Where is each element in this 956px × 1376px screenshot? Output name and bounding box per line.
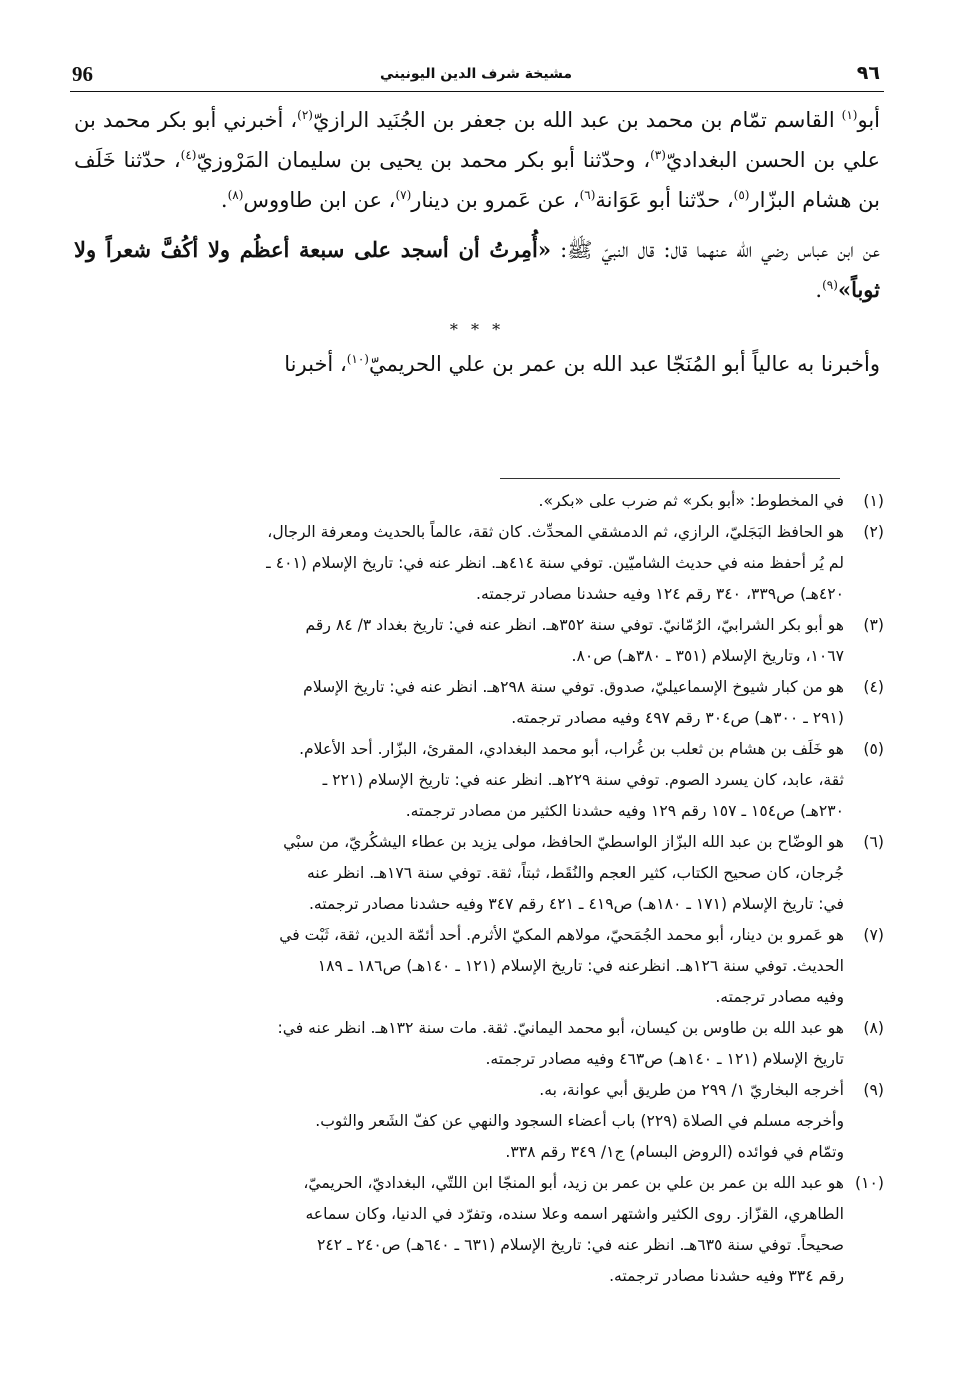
footnote-line: هو الوضّاح بن عبد الله البزّاز الواسطيّ الحافظ، مولى يزيد بن عطاء اليشكُريّ، من سبْي xyxy=(283,833,844,851)
text-run: ، أخبرنا xyxy=(284,352,347,376)
footnote-separator xyxy=(500,478,840,479)
footnote xyxy=(70,517,884,610)
footnote-line: هو من كبار شيوخ الإسماعيليّ، صدوق. توفي سنة ٢٩٨هـ. انظر عنه في: تاريخ الإسلام xyxy=(303,678,844,696)
page-number-arabic: ٩٦ xyxy=(856,62,880,84)
footnote-line: هو خَلَف بن هشام بن ثعلب بن غُراب، أبو محمد البغدادي، المقرئ، البزّار. أحد الأعلام. xyxy=(299,740,844,758)
footnote-ref[interactable]: (٤) xyxy=(180,148,197,162)
footnote xyxy=(70,920,884,1013)
footnote-line: الطاهري، القزّاز. روى الكثير واشتهر اسمه وعلا سنده، وتفرّد في الدنيا، وكان سماعه xyxy=(305,1205,844,1223)
footnote xyxy=(70,486,884,517)
footnote-ref[interactable]: (٨) xyxy=(227,188,244,202)
paragraph-isnad xyxy=(74,100,880,220)
footnote xyxy=(70,672,884,734)
footnote xyxy=(70,1168,884,1292)
footnote-line: وتمّام في فوائده (الروض البسام) ج١/ ٣٤٩ رقم ٣٣٨. xyxy=(505,1143,844,1161)
footnote-number: (٤) xyxy=(863,678,884,696)
footnote-line: هو عبد الله بن طاوس بن كيسان، أبو محمد اليمانيّ. ثقة. مات سنة ١٣٢هـ. انظر عنه في: xyxy=(277,1019,844,1037)
footnote-line: في: تاريخ الإسلام (١٧١ ـ ١٨٠هـ) ص٤١٩ ـ ٤٢١ رقم ٣٤٧ وفيه حشدنا مصادر ترجمته. xyxy=(308,895,844,913)
footnote-line: هو عَمرو بن دينار، أبو محمد الجُمَحيّ، مولاهم المكيّ الأثرم. أحد أئمّة الدين، ثقة، ثَبْت في xyxy=(279,926,844,944)
footnote-line: (٢٩١ ـ ٣٠٠هـ) ص٣٠٤ رقم ٤٩٧ وفيه مصادر ترجمته. xyxy=(511,709,844,727)
footnote-ref[interactable]: (١) xyxy=(841,108,858,122)
footnote-line: لم يُر أحفظ منه في حديث الشاميّين. توفي سنة ٤١٤هـ. انظر عنه في: تاريخ الإسلام (٤٠١ ـ xyxy=(266,554,844,572)
footnote-number: (٧) xyxy=(863,926,884,944)
footnote xyxy=(70,1013,884,1075)
paragraph-next-isnad xyxy=(74,344,880,384)
footnote-line: الحديث. توفي سنة ١٢٦هـ. انظرعنه في: تاريخ الإسلام (١٢١ ـ ١٤٠هـ) ص١٨٦ ـ ١٨٩ xyxy=(317,957,844,975)
footnote-line: ثقة، عابد، كان يسرد الصوم. توفي سنة ٢٢٩هـ. انظر عنه في: تاريخ الإسلام (٢٢١ ـ xyxy=(322,771,844,789)
footnote-ref[interactable]: (٧) xyxy=(395,188,412,202)
footnote-line: صحيحاً. توفي سنة ٦٣٥هـ. انظر عنه في: تاريخ الإسلام (٦٣١ ـ ٦٤٠هـ) ص٢٤٠ ـ ٢٤٢ xyxy=(317,1236,844,1254)
text-run: أبو xyxy=(857,108,880,132)
footnote xyxy=(70,734,884,827)
footnote-number: (٦) xyxy=(863,833,884,851)
footnote-line: ٢٣٠هـ) ص١٥٤ ـ ١٥٧ رقم ١٢٩ وفيه حشدنا الكثير من مصادر ترجمته. xyxy=(405,802,844,820)
footnote-ref[interactable]: (٩) xyxy=(822,278,838,292)
footnotes xyxy=(70,486,884,1292)
hadith-quote: «أُمِرتُ أن أسجد على سبعة أعظُم ولا أكُفَّ شعراً ولا ثوباً» xyxy=(74,237,880,302)
footnote-line: هو عبد الله بن عمر بن علي بن عمر بن زيد، أبو المنجّا ابن اللتّي، البغداديّ، الحريميّ، xyxy=(303,1174,844,1192)
text-run: . xyxy=(815,278,823,302)
text-run: القاسم تمّام بن محمد بن عبد الله بن جعفر بن الجُنَيد الرازيّ xyxy=(312,108,842,132)
text-run: . xyxy=(220,188,228,212)
section-separator: * * * xyxy=(449,320,505,339)
text-run: ، عن عَمرو بن دينار xyxy=(411,188,580,212)
footnote-line: وفيه مصادر ترجمته. xyxy=(715,988,844,1006)
footnote-line: رقم ٣٣٤ وفيه حشدنا مصادر ترجمته. xyxy=(609,1267,844,1285)
footnote-number: (٩) xyxy=(863,1081,884,1099)
running-title: مشيخة شرف الدين اليونيني xyxy=(380,66,572,82)
footnote-number: (١٠) xyxy=(855,1174,884,1192)
footnote-line: في المخطوط: «أبو بكر» ثم ضرب على «بكر». xyxy=(538,492,844,510)
footnote-line: ١٠٦٧، وتاريخ الإسلام (٣٥١ ـ ٣٨٠هـ) ص٨٠. xyxy=(571,647,844,665)
footnote-number: (٣) xyxy=(863,616,884,634)
footnote-line: هو الحافظ البَجَليّ، الرازي، ثم الدمشقي المحدِّث. كان ثقة، عالماً بالحديث ومعرفة الرجال، xyxy=(267,523,844,541)
footnote xyxy=(70,827,884,920)
footnote-line: تاريخ الإسلام (١٢١ ـ ١٤٠هـ) ص٤٦٣ وفيه مصادر ترجمته. xyxy=(485,1050,844,1068)
footnote-line: وأخرجه مسلم في الصلاة (٢٢٩) باب أعضاء السجود والنهي عن كفّ الشَعر والثوب. xyxy=(315,1112,844,1130)
header-rule xyxy=(70,91,884,92)
footnote-ref[interactable]: (٣) xyxy=(650,148,666,162)
page-number-latin: 96 xyxy=(72,62,93,86)
footnote-number: (٨) xyxy=(863,1019,884,1037)
footnote-number: (٢) xyxy=(863,523,884,541)
footnote-ref[interactable]: (١٠) xyxy=(346,352,369,366)
text-run: ، حدّثنا خَلَف بن هشام البزّار xyxy=(74,148,880,212)
footnote xyxy=(70,1075,884,1168)
footnote xyxy=(70,610,884,672)
footnote-number: (٥) xyxy=(863,740,884,758)
footnote-ref[interactable]: (٥) xyxy=(733,188,750,202)
footnote-ref[interactable]: (٦) xyxy=(579,188,596,202)
footnote-line: ٤٢٠هـ) ص٣٣٩، ٣٤٠ رقم ١٢٤ وفيه حشدنا مصادر ترجمته. xyxy=(476,585,844,603)
footnote-line: أخرجه البخاريّ ١/ ٢٩٩ من طريق أبي عوانة، به. xyxy=(539,1081,844,1099)
paragraph-hadith xyxy=(74,230,880,310)
text-run: ، أخبرني أبو بكر محمد بن علي بن الحسن البغداديّ xyxy=(74,108,880,172)
text-run: ، وحدّثنا أبو بكر محمد بن يحيى بن سليمان المَرْوزيّ xyxy=(196,148,651,172)
footnote-line: هو أبو بكر الشرابيّ، الرُمّانيّ. توفي سنة ٣٥٢هـ. انظر عنه في: تاريخ بغداد ٣/ ٨٤ رقم xyxy=(305,616,844,634)
text-run: وأخبرنا به عالياً أبو المُنَجّا عبد الله بن عمر بن علي الحريميّ xyxy=(368,352,880,376)
footnote-number: (١) xyxy=(863,492,884,510)
text-run: ، حدّثنا أبو عَوَانة xyxy=(595,188,734,212)
footnote-line: جُرجان، كان صحيح الكتاب، كثير العجم والنُقَط، ثبتاً، ثقة. توفي سنة ١٧٦هـ. انظر عنه xyxy=(306,864,844,882)
text-run: ، عن ابن طاووس xyxy=(243,188,396,212)
footnote-ref[interactable]: (٢) xyxy=(297,108,313,122)
text-run: عن ابن عباس رضي الله عنهما قال: قال النبيّ ﷺ: xyxy=(551,238,880,262)
page-header xyxy=(72,62,880,90)
main-text xyxy=(74,100,880,384)
